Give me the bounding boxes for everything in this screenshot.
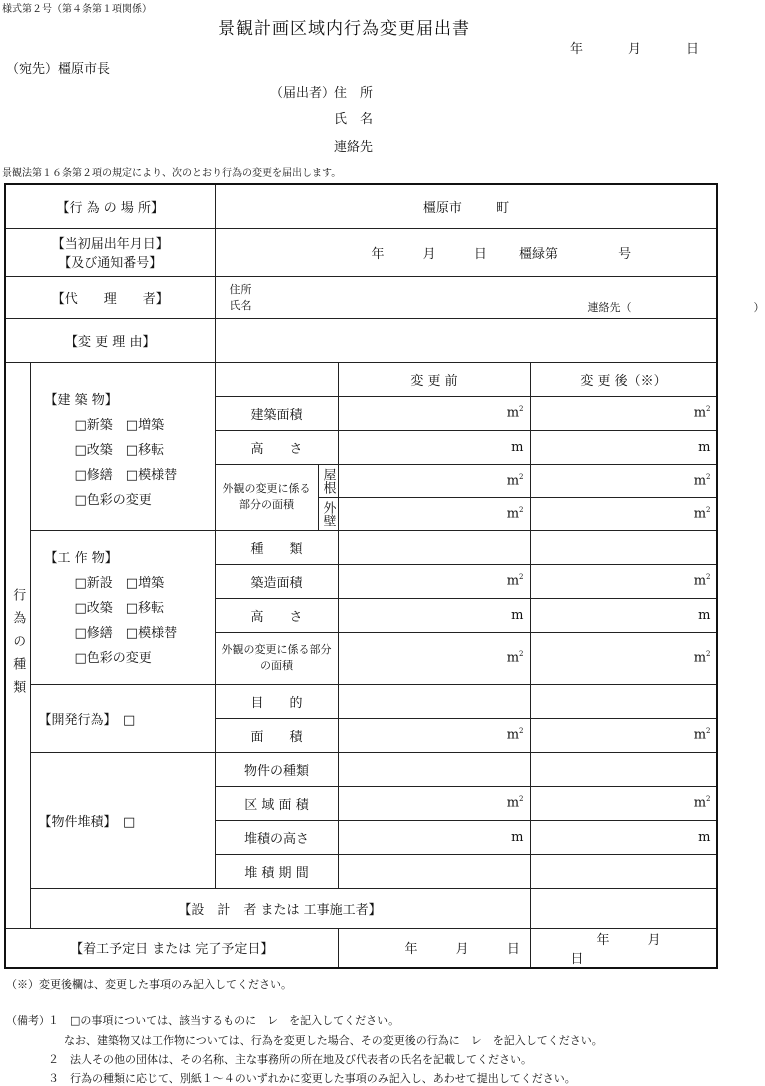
structure-opt-3[interactable]: □修繕 □模様替: [74, 625, 178, 641]
stockpile-area-after[interactable]: $m^2$: [530, 786, 717, 820]
date-day: 日: [686, 42, 700, 57]
designer-before[interactable]: [530, 888, 717, 928]
schedule-before-day: 日: [506, 942, 520, 958]
building-height-after[interactable]: m: [530, 430, 717, 464]
development-purpose-after[interactable]: [530, 684, 717, 718]
building-height-label: 高 さ: [215, 430, 338, 464]
note-1: １ □の事項については、該当するものに レ を記入してください。: [48, 1014, 400, 1027]
before-header: 変 更 前: [338, 362, 530, 396]
agent-contact-close: ）: [753, 300, 765, 314]
schedule-after-day: 日: [570, 951, 584, 967]
building-area-before[interactable]: $m^2$: [338, 396, 530, 430]
structure-facade-label: 外観の変更に係る部分の面積: [215, 632, 338, 684]
initial-notice-label-1: 【当初届出年月日】: [51, 237, 169, 252]
structure-area-after[interactable]: $m^2$: [530, 564, 717, 598]
stockpile-period-after[interactable]: [530, 854, 717, 888]
note-2: ２ 法人その他の団体は、その名称、主な事務所の所在地及び代表者の氏名を記載してください。: [48, 1053, 532, 1066]
designer-label: 【設 計 者 または 工事施工者】: [30, 888, 530, 928]
location-city: 橿原市: [422, 200, 462, 216]
note-1b: なお、建築物又は工作物については、行為を変更した場合、その変更後の行為に レ を記入してください。: [64, 1034, 603, 1047]
reason-field[interactable]: [215, 318, 717, 362]
development-head[interactable]: 【開発行為】 □: [30, 684, 215, 752]
agent-field[interactable]: [215, 276, 765, 318]
roof-label: 屋根: [318, 464, 338, 497]
date-month: 月: [628, 42, 642, 57]
stockpile-period-label: 堆 積 期 間: [215, 854, 338, 888]
schedule-after-month: 月: [647, 932, 661, 948]
address-label: 住 所: [334, 86, 374, 101]
location-field[interactable]: [215, 184, 717, 228]
notes-label: （備考）: [6, 1014, 50, 1027]
structure-type-after[interactable]: [530, 530, 717, 564]
name-label: 氏 名: [334, 112, 374, 127]
schedule-before[interactable]: [338, 928, 530, 968]
agent-contact-label: 連絡先（: [587, 300, 632, 314]
agent-name-label: 氏名: [229, 299, 252, 312]
stockpile-type-before[interactable]: [338, 752, 530, 786]
agent-label: 【代 理 者】: [5, 276, 215, 318]
notifier-label: （届出者）: [270, 86, 336, 101]
building-opt-4[interactable]: □色彩の変更: [74, 492, 152, 508]
structure-head: 【工 作 物】: [44, 550, 118, 566]
building-opt-1[interactable]: □新築 □増築: [74, 417, 165, 433]
schedule-after-year: 年: [596, 932, 610, 948]
wall-label: 外壁: [318, 497, 338, 530]
stockpile-area-before[interactable]: $m^2$: [338, 786, 530, 820]
date-year: 年: [570, 42, 584, 57]
initial-year: 年: [371, 246, 385, 262]
structure-facade-before[interactable]: $m^2$: [338, 632, 530, 684]
stockpile-type-label: 物件の種類: [215, 752, 338, 786]
structure-opt-2[interactable]: □改築 □移転: [74, 600, 165, 616]
structure-area-label: 築造面積: [215, 564, 338, 598]
kinds-label: 行為の種類: [5, 362, 30, 928]
initial-notice-field[interactable]: [215, 228, 717, 276]
building-section: [30, 362, 215, 530]
structure-opt-4[interactable]: □色彩の変更: [74, 650, 152, 666]
page-title: 景観計画区域内行為変更届出書: [218, 19, 470, 39]
notice-number-label: 橿緑第: [518, 246, 558, 262]
kinds-header-blank: [215, 362, 338, 396]
stockpile-type-after[interactable]: [530, 752, 717, 786]
structure-type-label: 種 類: [215, 530, 338, 564]
form-number: 様式第２号（第４条第１項関係）: [2, 4, 152, 15]
intro-text: 景観法第１６条第２項の規定により、次のとおり行為の変更を届出します。: [2, 168, 342, 179]
schedule-label: 【着工予定日 または 完了予定日】: [5, 928, 338, 968]
after-header: 変 更 後（※）: [530, 362, 717, 396]
stockpile-height-label: 堆積の高さ: [215, 820, 338, 854]
asterisk-note: （※）変更後欄は、変更した事項のみ記入してください。: [6, 978, 292, 991]
structure-type-before[interactable]: [338, 530, 530, 564]
structure-facade-after[interactable]: $m^2$: [530, 632, 717, 684]
reason-label: 【変 更 理 由】: [5, 318, 215, 362]
structure-height-label: 高 さ: [215, 598, 338, 632]
location-town: 町: [496, 200, 510, 216]
initial-month: 月: [422, 246, 436, 262]
roof-after[interactable]: $m^2$: [530, 464, 717, 497]
initial-day: 日: [473, 246, 487, 262]
wall-before[interactable]: $m^2$: [338, 497, 530, 530]
structure-height-before[interactable]: m: [338, 598, 530, 632]
schedule-before-year: 年: [404, 942, 418, 958]
building-opt-3[interactable]: □修繕 □模様替: [74, 467, 178, 483]
building-opt-2[interactable]: □改築 □移転: [74, 442, 165, 458]
building-area-label: 建築面積: [215, 396, 338, 430]
stockpile-head[interactable]: 【物件堆積】 □: [30, 752, 215, 888]
development-purpose-before[interactable]: [338, 684, 530, 718]
agent-address-label: 住所: [229, 283, 252, 296]
structure-section: [30, 530, 215, 684]
stockpile-height-before[interactable]: m: [338, 820, 530, 854]
schedule-before-month: 月: [455, 942, 469, 958]
notification-form-table: [4, 183, 765, 969]
location-label: 【行 為 の 場 所】: [5, 184, 215, 228]
building-area-after[interactable]: $m^2$: [530, 396, 717, 430]
building-facade-label: 外観の変更に係る部分の面積: [215, 464, 318, 530]
stockpile-area-label: 区 域 面 積: [215, 786, 338, 820]
development-area-after[interactable]: $m^2$: [530, 718, 717, 752]
roof-before[interactable]: $m^2$: [338, 464, 530, 497]
structure-area-before[interactable]: $m^2$: [338, 564, 530, 598]
development-purpose-label: 目 的: [215, 684, 338, 718]
structure-height-after[interactable]: m: [530, 598, 717, 632]
stockpile-height-after[interactable]: m: [530, 820, 717, 854]
development-area-before[interactable]: $m^2$: [338, 718, 530, 752]
initial-notice-label: [5, 228, 215, 276]
notice-number-suffix: 号: [618, 246, 632, 262]
development-area-label: 面 積: [215, 718, 338, 752]
wall-after[interactable]: $m^2$: [530, 497, 717, 530]
contact-label: 連絡先: [334, 140, 374, 155]
structure-opt-1[interactable]: □新設 □増築: [74, 575, 165, 591]
initial-notice-label-2: 【及び通知番号】: [58, 256, 163, 271]
building-height-before[interactable]: m: [338, 430, 530, 464]
schedule-after[interactable]: [530, 928, 717, 968]
stockpile-period-before[interactable]: [338, 854, 530, 888]
building-head: 【建 築 物】: [44, 392, 118, 408]
addressee: （宛先）橿原市長: [6, 62, 111, 77]
note-3: ３ 行為の種類に応じて、別紙１～４のいずれかに変更した事項のみ記入し、あわせて提出してください。: [48, 1072, 576, 1085]
